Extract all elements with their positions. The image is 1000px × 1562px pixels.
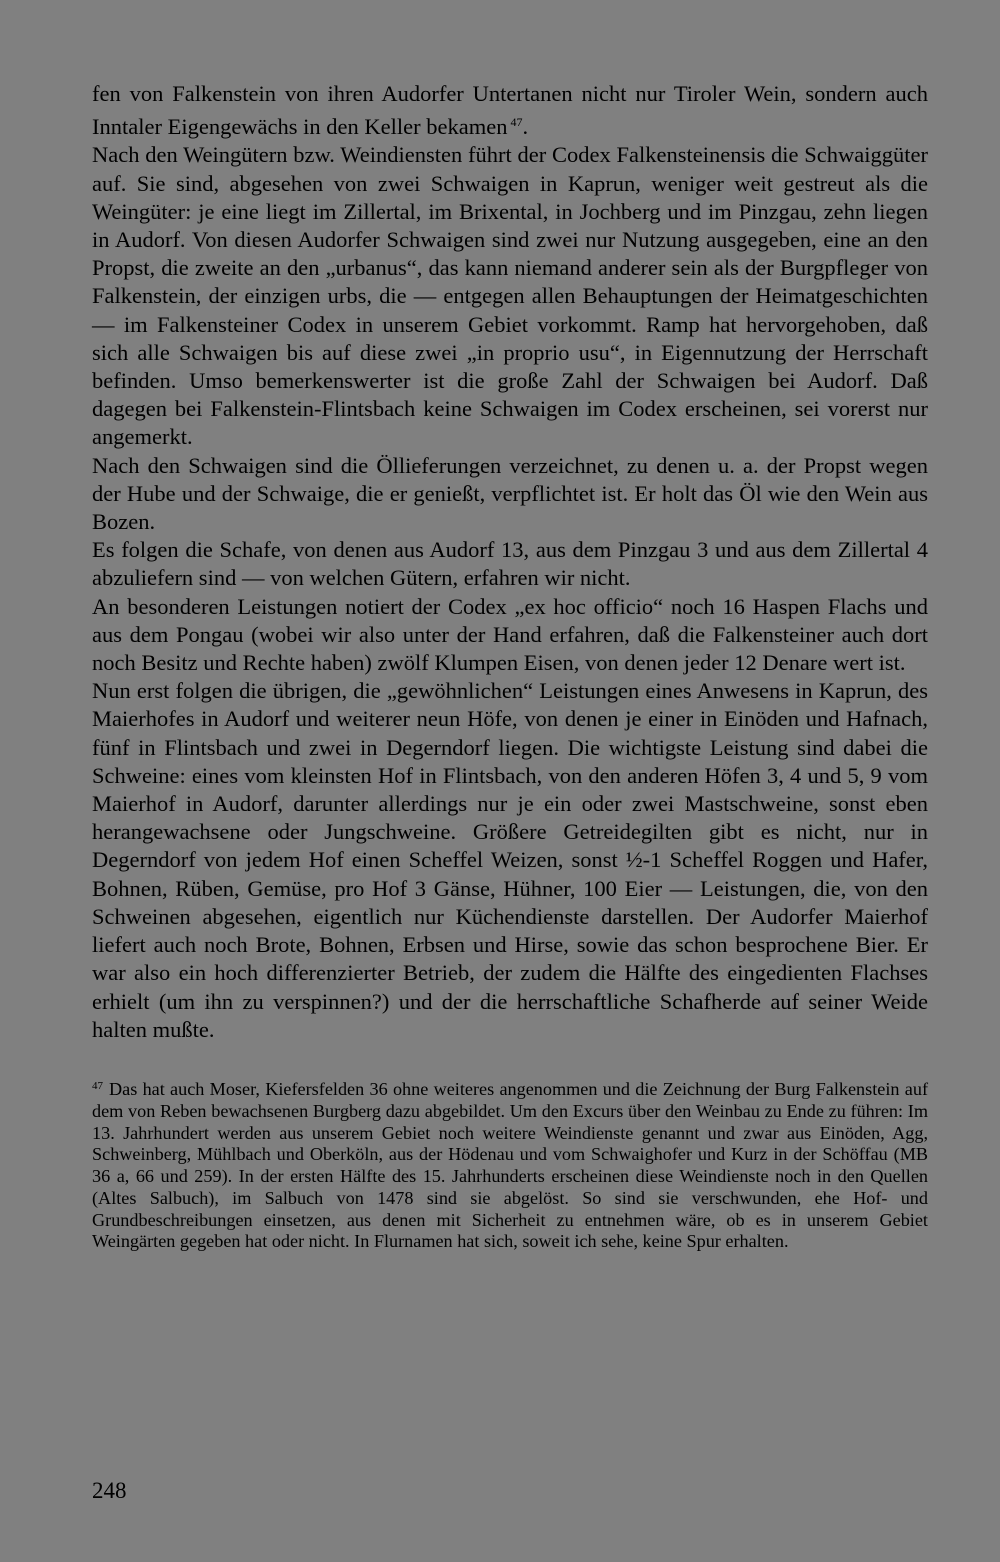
page-number: 248 — [92, 1478, 127, 1503]
paragraph-1-text: fen von Falkenstein von ihren Audorfer Untertanen nicht nur Tiroler Wein, sondern auch Inntaler Eigengewächs in den Keller bekamen — [92, 81, 928, 140]
paragraph-2: Nach den Weingütern bzw. Weindiensten führt der Codex Falkensteinensis die Schwaiggüter auf. Sie sind, abgesehen von zwei Schwaigen in Kaprun, weniger weit gestreut als die Weingüter: je eine liegt im Zillertal, im Brixental, in Jochberg und im Pinzgau, zehn liegen in Audorf. Von diesen Audorfer Schwaigen sind zwei nur Nutzung ausgegeben, eine an den Propst, die zweite an den „urbanus“, das kann niemand anderer sein als der Burgpfleger von Falkenstein, der einzigen urbs, die — entgegen allen Behauptungen der Heimatgeschichten — im Falkensteiner Codex in unserem Gebiet vorkommt. Ramp hat hervorgehoben, daß sich alle Schwaigen bis auf diese zwei „in proprio usu“, in Eigennutzung der Herrschaft befinden. Umso bemerkenswerter ist die große Zahl der Schwaigen bei Audorf. Daß dagegen bei Falkenstein-Flintsbach keine Schwaigen im Codex erscheinen, sei vorerst nur angemerkt. — [92, 142, 928, 450]
book-page — [92, 80, 928, 1540]
footnote-mark: 47 — [92, 1079, 103, 1092]
paragraph-1 — [92, 80, 928, 141]
paragraph-6: Nun erst folgen die übrigen, die „gewöhnlichen“ Leistungen eines Anwesens in Kaprun, des Maierhofes in Audorf und weiterer neun Höfe, von denen je einer in Einöden und Hafnach, fünf in Flintsbach und zwei in Degerndorf liegen. Die wichtigste Leistung sind dabei die Schweine: eines vom kleinsten Hof in Flintsbach, von den anderen Höfen 3, 4 und 5, 9 vom Maierhof in Audorf, darunter allerdings nur je ein oder zwei Mastschweine, sonst eben herangewachsene oder Jungschweine. Größere Getreidegilten gibt es nicht, nur in Degerndorf von jedem Hof einen Scheffel Weizen, sonst ½-1 Scheffel Roggen und Hafer, Bohnen, Rüben, Gemüse, pro Hof 3 Gänse, Hühner, 100 Eier — Leistungen, die, von den Schweinen abgesehen, eigentlich nur Küchendienste darstellen. Der Audorfer Maierhof liefert auch noch Brote, Bohnen, Erbsen und Hirse, sowie das schon besprochene Bier. Er war also ein hoch differenzierter Betrieb, der zudem die Hälfte des eingedienten Flachses erhielt (um ihn zu verspinnen?) und der die herrschaftliche Schafherde auf seiner Weide halten mußte. — [92, 678, 928, 1042]
paragraph-5: An besonderen Leistungen notiert der Codex „ex hoc officio“ noch 16 Haspen Flachs und aus dem Pongau (wobei wir also unter der Hand erfahren, daß die Falkensteiner auch dort noch Besitz und Rechte haben) zwölf Klumpen Eisen, von denen jeder 12 Denare wert ist. — [92, 593, 928, 676]
paragraph-4: Es folgen die Schafe, von denen aus Audorf 13, aus dem Pinzgau 3 und aus dem Zillertal 4 abzuliefern sind — von welchen Gütern, erfahren wir nicht. — [92, 537, 928, 591]
main-text — [92, 80, 928, 1044]
paragraph-1-end: . — [522, 114, 529, 140]
footnote — [92, 1076, 928, 1253]
paragraph-3: Nach den Schwaigen sind die Öllieferungen verzeichnet, zu denen u. a. der Propst wegen der Hube und der Schwaige, die er genießt, verpflichtet ist. Er holt das Öl wie den Wein aus Bozen. — [92, 452, 928, 535]
footnote-text: Das hat auch Moser, Kiefersfelden 36 ohne weiteres angenommen und die Zeichnung der Burg Falkenstein auf dem von Reben bewachsenen Burgberg dazu abgebildet. Um den Excurs über den Weinbau zu Ende zu führen: Im 13. Jahrhundert werden aus unserem Gebiet noch weitere Weindienste genannt und zwar aus Einöden, Agg, Schweinberg, Mühlbach und Oberköln, aus der Hödenau und vom Schwaighofer und Kurz in der Schöffau (MB 36 a, 66 und 259). In der ersten Hälfte des 15. Jahrhunderts erscheinen diese Weindienste noch in den Quellen (Altes Salbuch), im Salbuch von 1478 sind sie abgelöst. So sind sie verschwunden, ehe Hof- und Grundbeschreibungen einsetzen, aus denen mit Sicherheit zu entnehmen wäre, ob es in unserem Gebiet Weingärten gegeben hat oder nicht. In Flurnamen hat sich, soweit ich sehe, keine Spur erhalten. — [92, 1078, 928, 1252]
footnote-reference: 47 — [510, 115, 523, 130]
